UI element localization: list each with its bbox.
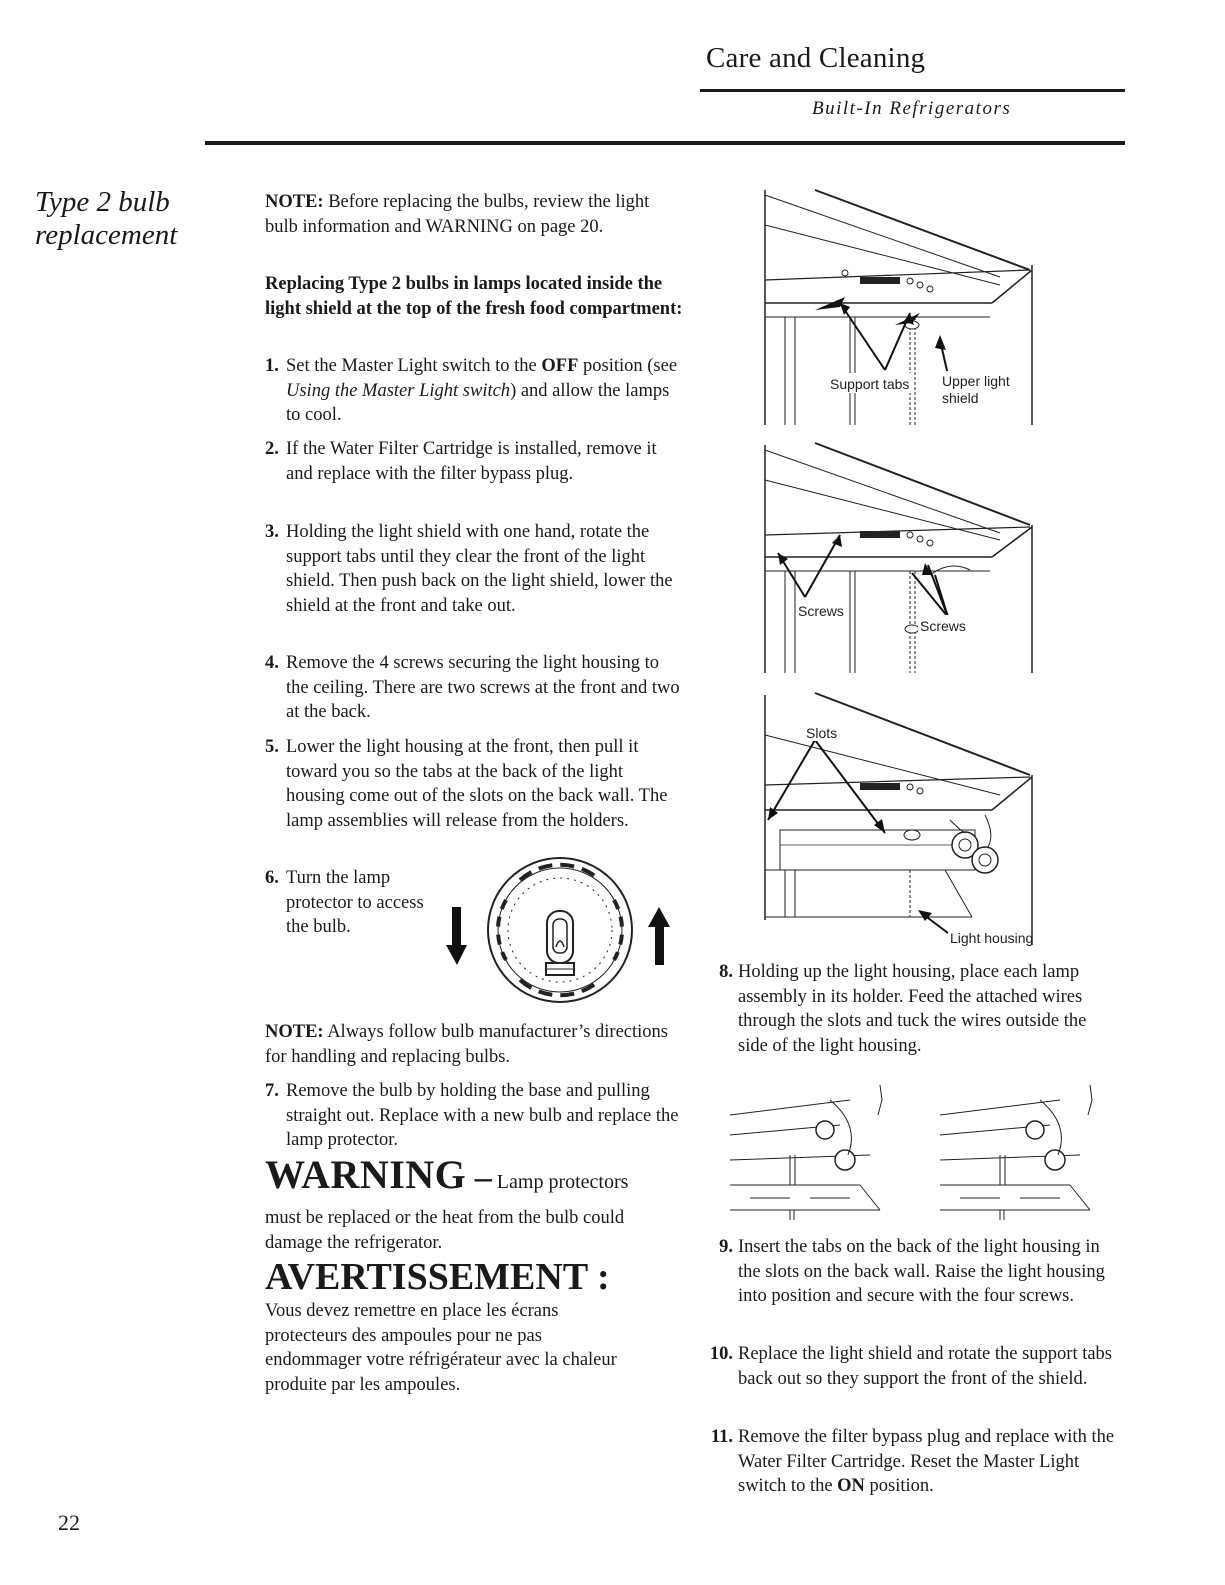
note-1-label: NOTE: bbox=[265, 192, 324, 212]
header-rule-long bbox=[205, 141, 1125, 145]
step-number: 6. bbox=[265, 868, 279, 888]
step-text: Turn the lamp protector to access the bulb. bbox=[286, 868, 424, 937]
figure-support-tabs bbox=[760, 185, 1045, 430]
note-1 bbox=[265, 190, 685, 239]
note-1-text: Before replacing the bulbs, review the light bulb information and WARNING on page 20. bbox=[265, 192, 650, 237]
step-text: Remove the 4 screws securing the light housing to the ceiling. There are two screws at the front and two at the back. bbox=[286, 653, 680, 722]
note-2 bbox=[265, 1020, 685, 1069]
fig1-label-b2: shield bbox=[942, 390, 979, 406]
steps-list-f bbox=[265, 866, 445, 940]
sidebar-title-line2: replacement bbox=[35, 219, 178, 251]
step-number: 5. bbox=[265, 737, 279, 757]
warning-word: WARNING bbox=[265, 1152, 467, 1197]
steps-list-g bbox=[265, 1079, 685, 1153]
lamp-protector-figure bbox=[440, 855, 680, 1005]
step-text: Holding the light shield with one hand, rotate the support tabs until they clear the front of the light shield. Then push back on the light shield, lower the shield at the front and take out. bbox=[286, 522, 673, 616]
section-subtitle: Built-In Refrigerators bbox=[812, 98, 1012, 119]
step-text: If the Water Filter Cartridge is installed, remove it and replace with the filter bypass plug. bbox=[286, 439, 657, 484]
steps-list-d bbox=[265, 651, 685, 725]
warning-lead: Lamp protectors bbox=[491, 1171, 629, 1193]
step-number: 4. bbox=[265, 653, 279, 673]
fig3-label-a: Slots bbox=[806, 725, 838, 741]
warning-block bbox=[265, 1153, 685, 1255]
fig1-label-a: Support tabs bbox=[830, 376, 910, 392]
step-number: 8. bbox=[719, 962, 733, 982]
step-8 bbox=[717, 960, 1117, 1058]
step-2 bbox=[265, 437, 685, 486]
arrow-down-icon bbox=[446, 907, 468, 967]
avertissement-block bbox=[265, 1255, 685, 1397]
step-3 bbox=[265, 520, 685, 618]
figure-wire-right bbox=[940, 1085, 1105, 1220]
step-text: Remove the filter bypass plug and replace with the Water Filter Cartridge. Reset the Master Light switch to the bbox=[738, 1427, 1115, 1496]
step-number: 11. bbox=[710, 1427, 733, 1447]
steps-list-i bbox=[717, 1235, 1117, 1309]
step-text: Insert the tabs on the back of the light housing in the slots on the back wall. Raise the light housing into position and secure with the four screws. bbox=[738, 1237, 1105, 1306]
step-bold: ON bbox=[837, 1476, 865, 1496]
step-number: 2. bbox=[265, 439, 279, 459]
steps-list-k bbox=[710, 1425, 1117, 1499]
steps-list-b bbox=[265, 437, 685, 486]
warning-text: must be replaced or the heat from the bulb could damage the refrigerator. bbox=[265, 1208, 625, 1253]
step-7 bbox=[265, 1079, 685, 1153]
fig2-label-a: Screws bbox=[798, 603, 844, 619]
step-number: 7. bbox=[265, 1081, 279, 1101]
step-1 bbox=[265, 354, 685, 428]
figure-wire-left bbox=[730, 1085, 895, 1220]
warning-dash: – bbox=[466, 1159, 492, 1196]
step-text: Holding up the light housing, place each lamp assembly in its holder. Feed the attached wires through the slots and tuck the wires outside the side of the light housing. bbox=[738, 962, 1087, 1056]
figure-screws bbox=[760, 435, 1045, 675]
step-11 bbox=[710, 1425, 1117, 1499]
step-text: Replace the light shield and rotate the support tabs back out so they support the front of the shield. bbox=[738, 1344, 1113, 1389]
step-text: ) and allow the lamps to cool. bbox=[286, 380, 670, 425]
step-bold: OFF bbox=[541, 356, 579, 376]
step-number: 9. bbox=[719, 1237, 733, 1257]
figure-slots bbox=[760, 685, 1045, 950]
step-6 bbox=[265, 866, 445, 940]
step-10 bbox=[709, 1342, 1117, 1391]
steps-list-a bbox=[265, 354, 685, 428]
steps-list-h bbox=[717, 960, 1117, 1058]
step-number: 1. bbox=[265, 356, 279, 376]
step-text: position (see bbox=[578, 356, 678, 376]
step-text: Lower the light housing at the front, then pull it toward you so the tabs at the back of the light housing come out of the slots on the back wall. The lamp assemblies will release from the holders. bbox=[286, 737, 668, 831]
step-number: 3. bbox=[265, 522, 279, 542]
fig2-label-b: Screws bbox=[920, 618, 966, 634]
step-text: Set the Master Light switch to the bbox=[286, 356, 542, 376]
avertissement-text: Vous devez remettre en place les écrans protecteurs des ampoules pour ne pas endommager votre réfrigérateur avec la chaleur produite par les ampoules. bbox=[265, 1301, 617, 1395]
steps-list-e bbox=[265, 735, 685, 833]
step-number: 10. bbox=[709, 1344, 733, 1364]
section-title: Care and Cleaning bbox=[706, 42, 926, 74]
page-number: 22 bbox=[58, 1510, 80, 1535]
steps-list-c bbox=[265, 520, 685, 618]
avertissement-word: AVERTISSEMENT : bbox=[265, 1256, 610, 1298]
note-2-text: Always follow bulb manufacturer’s directions for handling and replacing bulbs. bbox=[265, 1022, 668, 1067]
fig1-label-b1: Upper light bbox=[942, 373, 1010, 389]
step-text: Remove the bulb by holding the base and pulling straight out. Replace with a new bulb and replace the lamp protector. bbox=[286, 1081, 679, 1150]
header-rule-short bbox=[700, 89, 1125, 92]
sidebar-title bbox=[35, 186, 205, 252]
fig3-label-b: Light housing bbox=[950, 930, 1034, 946]
sidebar-title-line1: Type 2 bulb bbox=[35, 186, 170, 218]
step-9 bbox=[717, 1235, 1117, 1309]
procedure-heading: Replacing Type 2 bulbs in lamps located inside the light shield at the top of the fresh food compartment: bbox=[265, 274, 683, 319]
step-5 bbox=[265, 735, 685, 833]
arrow-up-icon bbox=[648, 905, 670, 965]
step-text: position. bbox=[864, 1476, 934, 1496]
step-4 bbox=[265, 651, 685, 725]
step-italic: Using the Master Light switch bbox=[286, 380, 511, 401]
steps-list-j bbox=[709, 1342, 1117, 1391]
note-2-label: NOTE: bbox=[265, 1022, 324, 1042]
